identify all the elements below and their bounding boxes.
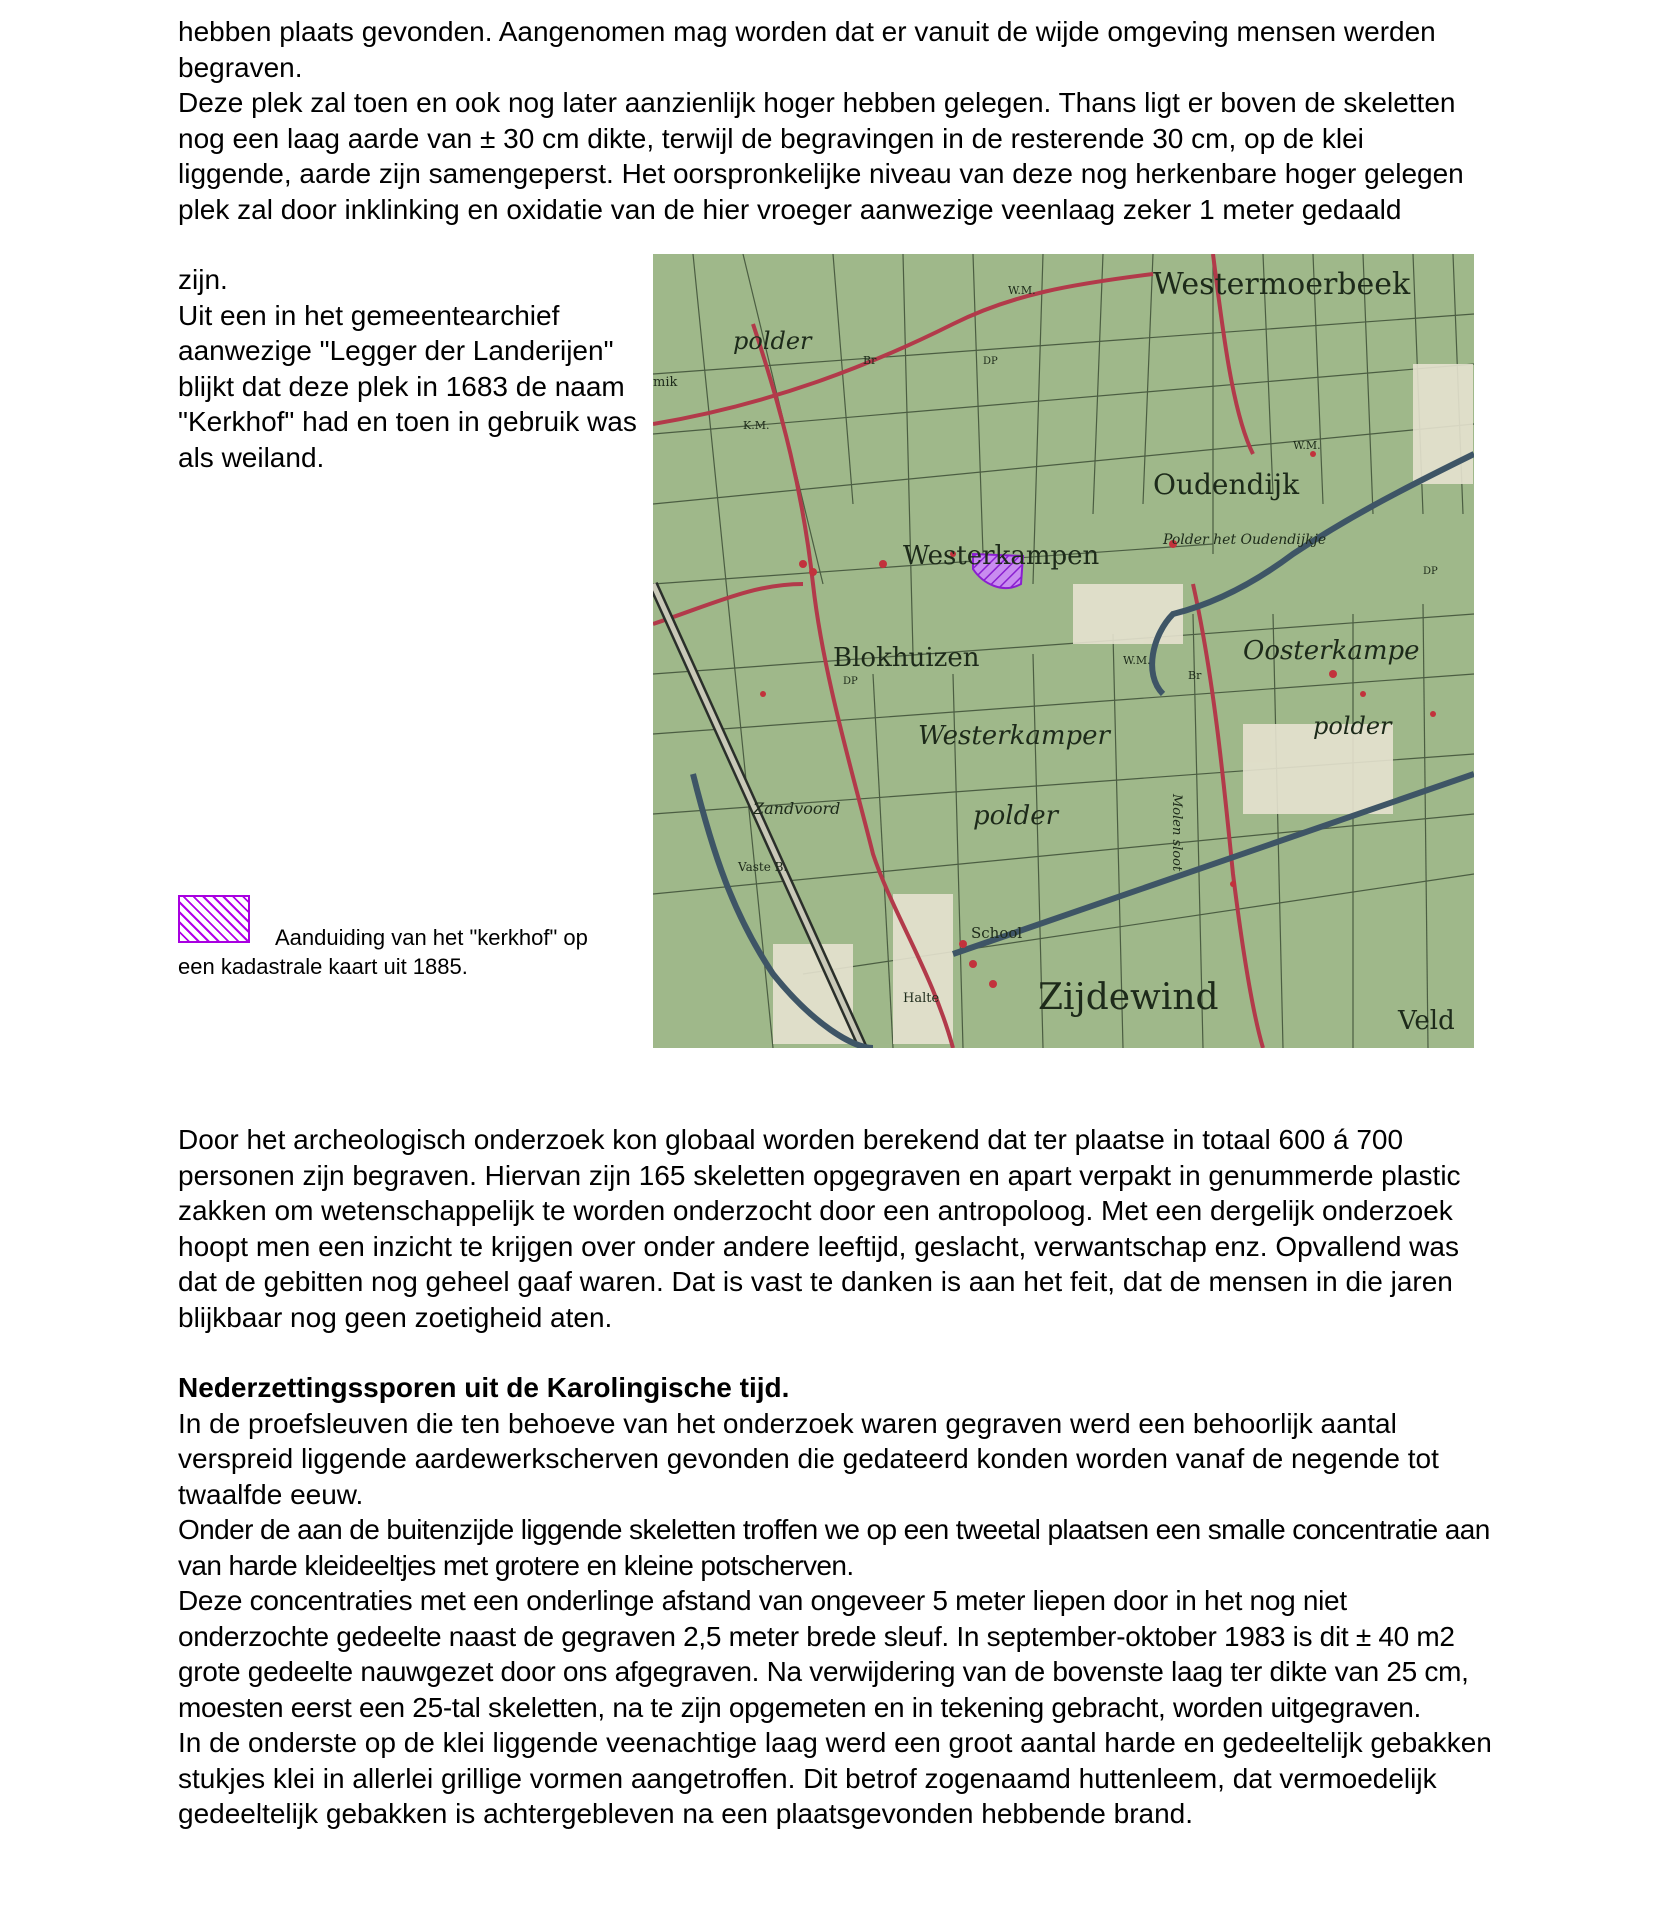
top-text-block (178, 14, 1498, 227)
caption-line-2: een kadastrale kaart uit 1885. (178, 954, 468, 979)
paragraph-proefsleuven: In de proefsleuven die ten behoeve van het onderzoek waren gegraven werd een behoorlijk aantal verspreid liggende aardewerkscherven gevonden die gedateerd konden worden vanaf de negende tot twaalfde eeuw. (178, 1407, 1439, 1510)
paragraph-continuation: hebben plaats gevonden. Aangenomen mag worden dat er vanuit de wijde omgeving mensen werden begraven. (178, 16, 1436, 83)
label-dp-3: DP (843, 676, 858, 687)
label-wm-1: W.M. (1008, 284, 1036, 297)
label-westermoerbeek: Westermoerbeek (1153, 267, 1411, 302)
label-halte: Halte (903, 991, 940, 1006)
label-blokhuizen: Blokhuizen (833, 643, 980, 673)
label-br-1: Br (863, 354, 877, 367)
label-br-2: Br (1188, 669, 1202, 682)
cadastral-map-1885 (653, 254, 1474, 1048)
label-school: School (971, 924, 1023, 942)
label-oosterkampe: Oosterkampe (1243, 636, 1420, 666)
label-oudendijk: Oudendijk (1153, 468, 1300, 501)
label-wm-3: W.M. (1123, 654, 1151, 667)
label-mik: mik (653, 375, 678, 390)
label-westerkamper: Westerkamper (918, 721, 1110, 751)
paragraph-buitenzijde: Onder de aan de buitenzijde liggende skeletten troffen we op een tweetal plaatsen een smalle concentratie aan van harde kleideeltjes met grotere en kleine potscherven. (178, 1514, 1490, 1581)
label-zandvoord: Zandvoord (753, 799, 841, 818)
caption-line-1: Aanduiding van het "kerkhof" op (275, 925, 588, 950)
label-westerkampen: Westerkampen (903, 541, 1100, 571)
label-polder-s: polder (973, 801, 1059, 831)
paragraph-zijn: zijn. (178, 264, 228, 295)
label-polder-nw: polder (733, 327, 812, 355)
paragraph-plek: Deze plek zal toen en ook nog later aanzienlijk hoger hebben gelegen. Thans ligt er boven de skeletten nog een laag aarde van ± 30 cm dikte, terwijl de begravingen in de resterende 30 cm, op de klei liggende, aarde zijn samengeperst. Het oorspronkelijke niveau van deze nog herkenbare hoger gelegen plek zal door inklinking en oxidatie van de hier vroeger aanwezige veenlaag zeker 1 meter gedaald (178, 87, 1464, 225)
paragraph-onderzoek: Door het archeologisch onderzoek kon globaal worden berekend dat ter plaatse in totaal 600 á 700 personen zijn begraven. Hiervan zijn 165 skeletten opgegraven en apart verpakt in genummerde plastic zakken om wetenschappelijk te worden onderzocht door een antropoloog. Met een dergelijk onderzoek hoopt men een inzicht te krijgen over onder andere leeftijd, geslacht, verwantschap enz. Opvallend was dat de gebitten nog geheel gaaf waren. Dat is vast te danken is aan het feit, dat de mensen in die jaren blijkbaar nog geen zoetigheid aten. (178, 1124, 1461, 1333)
label-polder-e: polder (1313, 712, 1392, 740)
paragraph-legger: Uit een in het gemeentearchief aanwezige "Legger der Landerijen" blijkt dat deze plek in 1683 de naam "Kerkhof" had en toen in gebruik was als weiland. (178, 299, 637, 473)
label-veld: Veld (1398, 1006, 1455, 1036)
label-zijdewind: Zijdewind (1038, 977, 1219, 1018)
paragraph-veenachtige: In de onderste op de klei liggende veenachtige laag werd een groot aantal harde en gedeeltelijk gebakken stukjes klei in allerlei grillige vormen aangetroffen. Dit betrof zogenaamd huttenleem, dat vermoedelijk gedeeltelijk gebakken is achtergebleven na een plaatsgevonden hebbende brand. (178, 1727, 1492, 1829)
section-heading: Nederzettingssporen uit de Karolingische tijd. (178, 1372, 790, 1403)
label-vaste-b: Vaste B. (738, 860, 788, 874)
paragraph-concentraties: Deze concentraties met een onderlinge afstand van ongeveer 5 meter liepen door in het nog niet onderzochte gedeelte naast de gegraven 2,5 meter brede sleuf. In september-oktober 1983 is dit ± 40 m2 grote gedeelte nauwgezet door ons afgegraven. Na verwijdering van de bovenste laag ter dikte van 25 cm, moesten eerst een 25-tal skeletten, na te zijn opgemeten en in tekening gebracht, worden uitgegraven. (178, 1585, 1469, 1723)
map-caption (178, 893, 638, 981)
label-dp-2: DP (1423, 566, 1438, 577)
label-km: K.M. (743, 419, 770, 432)
label-polder-het-oudendijkje: Polder het Oudendijkje (1163, 532, 1327, 548)
map-graphic (653, 254, 1474, 1048)
label-dp-1: DP (983, 356, 998, 367)
label-molen-sloot: Molen sloot (1169, 794, 1184, 872)
label-wm-2: W.M. (1293, 439, 1321, 452)
bottom-text-block (178, 1122, 1498, 1832)
side-text-block (178, 262, 638, 475)
